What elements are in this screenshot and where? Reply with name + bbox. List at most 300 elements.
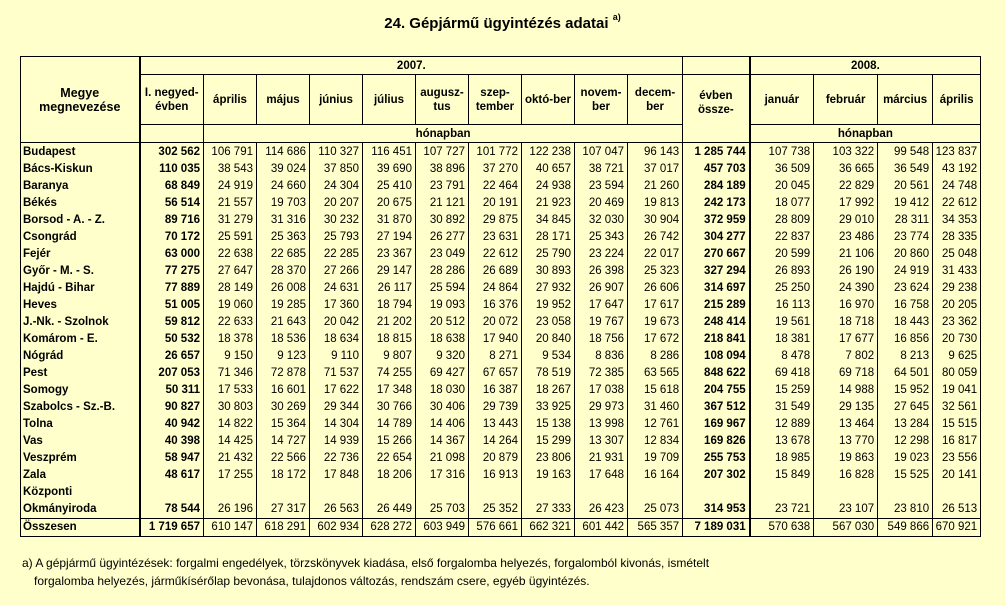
table-cell: 19 813	[628, 195, 683, 212]
table-cell: 327 294	[683, 263, 750, 280]
county-name: Csongrád	[21, 229, 140, 246]
table-cell: 31 460	[628, 399, 683, 416]
table-cell: 19 060	[204, 297, 257, 314]
table-row	[21, 433, 981, 450]
header-2008-april: április	[933, 75, 981, 125]
table-cell: 37 017	[628, 161, 683, 178]
table-cell: 78 519	[522, 365, 575, 382]
table-cell: 17 677	[814, 331, 878, 348]
table-cell: 14 264	[469, 433, 522, 450]
table-cell: 56 514	[140, 195, 204, 212]
table-cell: 30 406	[416, 399, 469, 416]
table-cell: 15 266	[363, 433, 416, 450]
table-cell: 18 381	[750, 331, 814, 348]
table-cell: 103 322	[814, 143, 878, 162]
table-cell: 23 224	[575, 246, 628, 263]
table-cell	[522, 484, 575, 501]
table-cell: 18 443	[878, 314, 933, 331]
table-cell: 38 896	[416, 161, 469, 178]
table-cell: 20 599	[750, 246, 814, 263]
table-cell: 670 921	[933, 519, 981, 537]
table-cell: 31 433	[933, 263, 981, 280]
table-cell	[416, 484, 469, 501]
table-row	[21, 467, 981, 484]
table-cell: 17 647	[575, 297, 628, 314]
table-cell: 13 998	[575, 416, 628, 433]
table-cell: 32 030	[575, 212, 628, 229]
table-cell: 457 703	[683, 161, 750, 178]
table-title	[0, 14, 1005, 32]
table-cell: 19 709	[628, 450, 683, 467]
table-cell: 26 606	[628, 280, 683, 297]
table-cell: 21 121	[416, 195, 469, 212]
table-row	[21, 399, 981, 416]
table-cell: 23 624	[878, 280, 933, 297]
table-cell: 1 285 744	[683, 143, 750, 162]
table-cell: 48 617	[140, 467, 204, 484]
table-cell: 24 390	[814, 280, 878, 297]
table-row	[21, 143, 981, 162]
table-cell: 80 059	[933, 365, 981, 382]
table-cell: 15 138	[522, 416, 575, 433]
table-cell: 17 316	[416, 467, 469, 484]
county-name: Bács-Kiskun	[21, 161, 140, 178]
table-cell: 26 513	[933, 501, 981, 519]
table-cell	[878, 484, 933, 501]
table-cell: 21 106	[814, 246, 878, 263]
table-cell: 610 147	[204, 519, 257, 537]
table-cell: 25 591	[204, 229, 257, 246]
header-month-november: novem-ber	[575, 75, 628, 125]
table-cell: 22 612	[933, 195, 981, 212]
table-cell: 31 279	[204, 212, 257, 229]
header-month-september: szep-tember	[469, 75, 522, 125]
table-cell: 63 000	[140, 246, 204, 263]
table-cell: 16 758	[878, 297, 933, 314]
table-cell: 270 667	[683, 246, 750, 263]
table-row	[21, 331, 981, 348]
table-cell: 21 202	[363, 314, 416, 331]
table-cell: 22 654	[363, 450, 416, 467]
table-cell: 13 464	[814, 416, 878, 433]
table-cell: 71 346	[204, 365, 257, 382]
table-cell: 122 238	[522, 143, 575, 162]
table-cell: 77 889	[140, 280, 204, 297]
title-text: 24. Gépjármű ügyintézés adatai	[384, 15, 609, 32]
table-cell: 16 113	[750, 297, 814, 314]
table-cell: 18 378	[204, 331, 257, 348]
header-month-june: június	[310, 75, 363, 125]
table-cell: 21 931	[575, 450, 628, 467]
table-cell: 601 442	[575, 519, 628, 537]
table-cell: 207 302	[683, 467, 750, 484]
table-cell: 24 631	[310, 280, 363, 297]
table-cell: 662 321	[522, 519, 575, 537]
table-cell: 20 469	[575, 195, 628, 212]
table-cell: 314 697	[683, 280, 750, 297]
county-name: Komárom - E.	[21, 331, 140, 348]
table-cell: 603 949	[416, 519, 469, 537]
table-cell	[257, 484, 310, 501]
table-cell: 169 826	[683, 433, 750, 450]
header-annual: évben össze-	[683, 75, 750, 143]
county-name: Központi	[21, 484, 140, 501]
county-name: J.-Nk. - Szolnok	[21, 314, 140, 331]
table-cell: 27 266	[310, 263, 363, 280]
table-cell: 22 685	[257, 246, 310, 263]
table-cell: 18 172	[257, 467, 310, 484]
table-cell: 43 192	[933, 161, 981, 178]
footnote	[22, 554, 709, 590]
table-cell: 27 647	[204, 263, 257, 280]
table-row	[21, 229, 981, 246]
table-cell: 25 352	[469, 501, 522, 519]
table-cell: 14 939	[310, 433, 363, 450]
table-cell: 24 864	[469, 280, 522, 297]
table-cell: 114 686	[257, 143, 310, 162]
table-cell	[933, 484, 981, 501]
table-cell: 20 141	[933, 467, 981, 484]
table-cell: 110 327	[310, 143, 363, 162]
table-cell: 29 135	[814, 399, 878, 416]
table-cell: 372 959	[683, 212, 750, 229]
table-cell: 16 828	[814, 467, 878, 484]
table-cell: 284 189	[683, 178, 750, 195]
table-cell: 20 730	[933, 331, 981, 348]
table-row	[21, 365, 981, 382]
table-cell: 23 486	[814, 229, 878, 246]
table-cell: 17 255	[204, 467, 257, 484]
table-cell: 20 840	[522, 331, 575, 348]
header-2008-march: március	[878, 75, 933, 125]
table-cell: 8 478	[750, 348, 814, 365]
header-county: Megye megnevezése	[21, 57, 140, 143]
table-cell: 123 837	[933, 143, 981, 162]
table-cell: 15 515	[933, 416, 981, 433]
table-cell: 69 418	[750, 365, 814, 382]
table-cell: 30 904	[628, 212, 683, 229]
table-cell: 116 451	[363, 143, 416, 162]
table-cell: 69 427	[416, 365, 469, 382]
table-cell: 106 791	[204, 143, 257, 162]
table-cell: 71 537	[310, 365, 363, 382]
table-cell: 9 123	[257, 348, 310, 365]
table-cell: 36 549	[878, 161, 933, 178]
table-cell: 16 376	[469, 297, 522, 314]
table-cell: 567 030	[814, 519, 878, 537]
table-cell: 17 992	[814, 195, 878, 212]
table-cell: 24 304	[310, 178, 363, 195]
table-cell: 169 967	[683, 416, 750, 433]
table-cell: 21 260	[628, 178, 683, 195]
table-cell: 15 259	[750, 382, 814, 399]
table-cell: 22 736	[310, 450, 363, 467]
table-row	[21, 161, 981, 178]
table-cell: 17 672	[628, 331, 683, 348]
table-row	[21, 263, 981, 280]
table-cell: 304 277	[683, 229, 750, 246]
table-cell: 27 194	[363, 229, 416, 246]
table-cell: 26 657	[140, 348, 204, 365]
table-cell: 26 423	[575, 501, 628, 519]
table-cell: 9 807	[363, 348, 416, 365]
table-cell: 9 534	[522, 348, 575, 365]
table-cell: 19 561	[750, 314, 814, 331]
table-cell: 18 267	[522, 382, 575, 399]
table-cell: 255 753	[683, 450, 750, 467]
table-cell: 1 719 657	[140, 519, 204, 537]
table-cell	[140, 484, 204, 501]
county-name: Tolna	[21, 416, 140, 433]
table-cell: 18 077	[750, 195, 814, 212]
table-cell: 28 809	[750, 212, 814, 229]
table-cell: 17 533	[204, 382, 257, 399]
header-month-august: augusz-tus	[416, 75, 469, 125]
table-cell: 23 058	[522, 314, 575, 331]
header-month-may: május	[257, 75, 310, 125]
table-cell: 107 047	[575, 143, 628, 162]
table-cell: 19 041	[933, 382, 981, 399]
table-cell: 22 638	[204, 246, 257, 263]
table-cell: 28 335	[933, 229, 981, 246]
table-cell: 72 385	[575, 365, 628, 382]
table-cell: 20 072	[469, 314, 522, 331]
table-row	[21, 450, 981, 467]
table-cell: 14 304	[310, 416, 363, 433]
table-cell: 22 837	[750, 229, 814, 246]
table-cell: 21 923	[522, 195, 575, 212]
table-cell: 26 563	[310, 501, 363, 519]
table-cell	[628, 484, 683, 501]
table-cell: 18 756	[575, 331, 628, 348]
table-cell: 23 774	[878, 229, 933, 246]
table-cell: 27 317	[257, 501, 310, 519]
table-cell: 14 789	[363, 416, 416, 433]
table-cell: 17 348	[363, 382, 416, 399]
table-cell: 67 657	[469, 365, 522, 382]
table-cell: 29 010	[814, 212, 878, 229]
table-cell: 68 849	[140, 178, 204, 195]
table-cell: 107 727	[416, 143, 469, 162]
table-cell: 34 845	[522, 212, 575, 229]
table-cell: 51 005	[140, 297, 204, 314]
table-cell: 15 364	[257, 416, 310, 433]
header-2008-january: január	[750, 75, 814, 125]
table-row	[21, 348, 981, 365]
table-cell: 19 412	[878, 195, 933, 212]
table-row	[21, 416, 981, 433]
table-cell: 9 110	[310, 348, 363, 365]
table-cell: 16 387	[469, 382, 522, 399]
table-cell: 26 742	[628, 229, 683, 246]
table-cell: 110 035	[140, 161, 204, 178]
table-cell: 28 311	[878, 212, 933, 229]
table-cell: 18 638	[416, 331, 469, 348]
table-cell: 29 875	[469, 212, 522, 229]
table-cell	[575, 484, 628, 501]
county-name: Budapest	[21, 143, 140, 162]
table-row	[21, 195, 981, 212]
header-year-2007: 2007.	[140, 57, 683, 75]
table-cell: 618 291	[257, 519, 310, 537]
table-cell: 28 286	[416, 263, 469, 280]
table-cell: 17 617	[628, 297, 683, 314]
table-cell: 21 557	[204, 195, 257, 212]
table-cell: 13 678	[750, 433, 814, 450]
table-cell: 29 344	[310, 399, 363, 416]
county-name: Összesen	[21, 519, 140, 537]
table-cell: 25 790	[522, 246, 575, 263]
table-cell: 19 767	[575, 314, 628, 331]
table-cell: 28 149	[204, 280, 257, 297]
table-cell: 23 806	[522, 450, 575, 467]
table-cell: 18 030	[416, 382, 469, 399]
table-cell: 18 815	[363, 331, 416, 348]
county-name: Zala	[21, 467, 140, 484]
table-cell: 20 512	[416, 314, 469, 331]
table-cell: 59 812	[140, 314, 204, 331]
county-name: Okmányiroda	[21, 501, 140, 519]
table-cell	[469, 484, 522, 501]
table-cell: 25 594	[416, 280, 469, 297]
table-cell: 19 952	[522, 297, 575, 314]
table-cell: 12 761	[628, 416, 683, 433]
header-month-october: októ-ber	[522, 75, 575, 125]
header-2008-february: február	[814, 75, 878, 125]
table-cell: 25 048	[933, 246, 981, 263]
table-cell: 36 509	[750, 161, 814, 178]
table-cell: 15 849	[750, 467, 814, 484]
table-cell: 8 213	[878, 348, 933, 365]
table-cell: 89 716	[140, 212, 204, 229]
header-month-april: április	[204, 75, 257, 125]
table-cell: 26 117	[363, 280, 416, 297]
table-cell: 14 367	[416, 433, 469, 450]
county-name: Pest	[21, 365, 140, 382]
table-row	[21, 178, 981, 195]
table-cell: 17 940	[469, 331, 522, 348]
table-cell: 25 343	[575, 229, 628, 246]
table-cell: 30 893	[522, 263, 575, 280]
table-cell: 218 841	[683, 331, 750, 348]
table-cell: 9 320	[416, 348, 469, 365]
table-cell: 26 398	[575, 263, 628, 280]
table-row	[21, 382, 981, 399]
table-cell: 367 512	[683, 399, 750, 416]
table-row	[21, 280, 981, 297]
table-cell: 23 362	[933, 314, 981, 331]
table-cell: 848 622	[683, 365, 750, 382]
table-cell: 26 277	[416, 229, 469, 246]
table-cell: 22 633	[204, 314, 257, 331]
table-cell: 69 718	[814, 365, 878, 382]
table-cell: 30 766	[363, 399, 416, 416]
table-cell: 37 270	[469, 161, 522, 178]
table-cell: 29 739	[469, 399, 522, 416]
table-cell: 207 053	[140, 365, 204, 382]
table-cell: 576 661	[469, 519, 522, 537]
table-cell: 15 618	[628, 382, 683, 399]
table-cell: 50 532	[140, 331, 204, 348]
table-cell	[683, 484, 750, 501]
table-cell: 22 464	[469, 178, 522, 195]
table-cell: 12 298	[878, 433, 933, 450]
table-cell: 32 561	[933, 399, 981, 416]
table-cell: 101 772	[469, 143, 522, 162]
table-cell: 74 255	[363, 365, 416, 382]
table-cell: 29 973	[575, 399, 628, 416]
table-cell: 25 703	[416, 501, 469, 519]
table-cell	[363, 484, 416, 501]
table-cell: 13 770	[814, 433, 878, 450]
table-cell: 22 829	[814, 178, 878, 195]
table-cell: 25 250	[750, 280, 814, 297]
table-row	[21, 484, 981, 501]
table-cell: 565 357	[628, 519, 683, 537]
table-cell: 15 299	[522, 433, 575, 450]
table-cell: 20 045	[750, 178, 814, 195]
table-cell: 21 098	[416, 450, 469, 467]
table-cell: 29 147	[363, 263, 416, 280]
table-cell: 302 562	[140, 143, 204, 162]
table-cell: 37 850	[310, 161, 363, 178]
table-cell: 20 561	[878, 178, 933, 195]
table-row	[21, 501, 981, 519]
table-row	[21, 297, 981, 314]
table-cell: 99 548	[878, 143, 933, 162]
table-cell: 23 107	[814, 501, 878, 519]
table-cell: 12 834	[628, 433, 683, 450]
table-cell: 27 333	[522, 501, 575, 519]
county-name: Győr - M. - S.	[21, 263, 140, 280]
data-table	[20, 56, 981, 537]
table-cell: 63 565	[628, 365, 683, 382]
table-cell: 314 953	[683, 501, 750, 519]
table-cell: 23 049	[416, 246, 469, 263]
table-cell: 17 848	[310, 467, 363, 484]
table-cell: 8 271	[469, 348, 522, 365]
table-cell: 40 657	[522, 161, 575, 178]
table-cell: 38 543	[204, 161, 257, 178]
table-cell: 26 449	[363, 501, 416, 519]
table-cell: 70 172	[140, 229, 204, 246]
footnote-line-2: forgalomba helyezés, járműkísérőlap bevonása, tulajdonos változás, rendszám csere, egyéb ügyintézés.	[34, 574, 590, 588]
table-cell: 14 406	[416, 416, 469, 433]
county-name: Veszprém	[21, 450, 140, 467]
table-cell: 29 238	[933, 280, 981, 297]
table-cell: 19 093	[416, 297, 469, 314]
table-cell: 570 638	[750, 519, 814, 537]
table-cell: 24 938	[522, 178, 575, 195]
table-cell: 19 703	[257, 195, 310, 212]
table-cell: 8 836	[575, 348, 628, 365]
table-cell: 23 556	[933, 450, 981, 467]
table-cell: 12 889	[750, 416, 814, 433]
header-monthly-2007: hónapban	[204, 125, 683, 143]
table-cell: 22 612	[469, 246, 522, 263]
title-footnote-mark: a)	[612, 12, 621, 22]
county-name: Borsod - A. - Z.	[21, 212, 140, 229]
table-cell	[310, 484, 363, 501]
table-cell: 96 143	[628, 143, 683, 162]
table-cell: 50 311	[140, 382, 204, 399]
table-cell: 14 425	[204, 433, 257, 450]
table-cell: 18 634	[310, 331, 363, 348]
table-cell: 24 919	[204, 178, 257, 195]
table-cell: 28 171	[522, 229, 575, 246]
header-month-july: július	[363, 75, 416, 125]
table-cell: 23 791	[416, 178, 469, 195]
